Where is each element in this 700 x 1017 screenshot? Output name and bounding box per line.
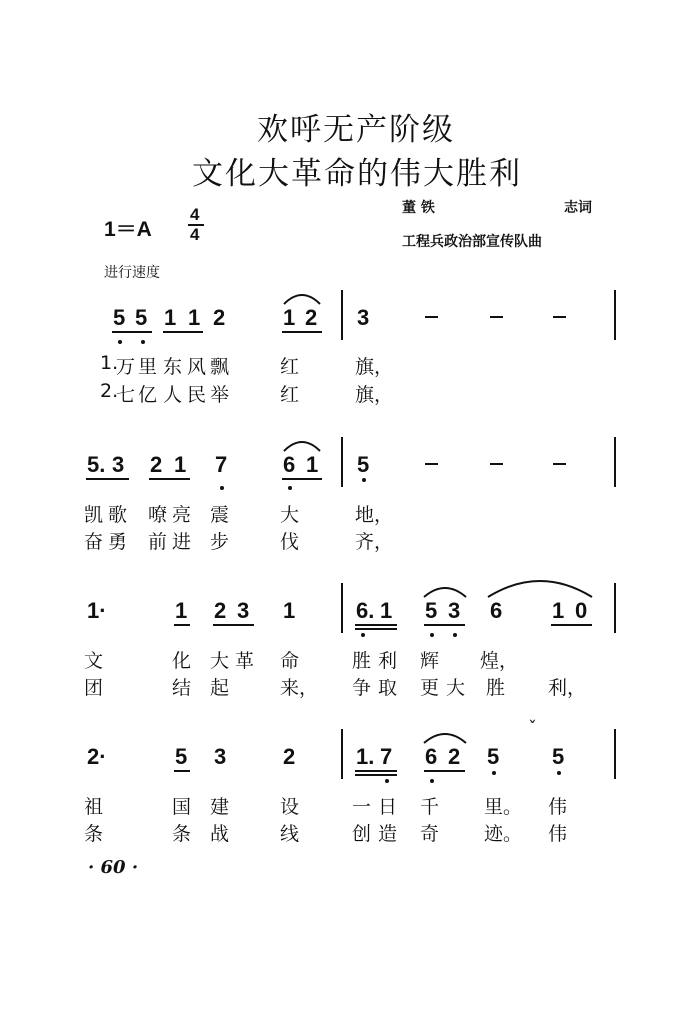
lyric: 民 (187, 384, 207, 406)
note: 5 (357, 452, 370, 477)
note: 1 (552, 598, 565, 623)
lyric: 凯 (84, 504, 104, 526)
slur-arc (424, 588, 466, 597)
note: 3 (357, 305, 370, 330)
note: 6 (425, 744, 438, 769)
note: 1· (87, 598, 107, 623)
time-signature-bottom: 4 (190, 225, 200, 244)
note: 2· (87, 744, 107, 769)
lyricist-name: 董 铁 (402, 200, 435, 216)
lyric: 飘 (210, 356, 230, 378)
lyric: 红 (280, 384, 300, 406)
lyric: 举 (210, 384, 230, 406)
note: 3 (448, 598, 461, 623)
note: 1 (188, 305, 201, 330)
lyric: 煌， (480, 650, 519, 672)
lyric: 祖 (84, 796, 104, 818)
slur-arc (424, 734, 466, 743)
lyric: 奋 (84, 531, 104, 553)
lyric: 伐 (280, 531, 300, 553)
lyric: 大 (446, 677, 466, 699)
lyric: 团 (84, 677, 104, 699)
lyric: 造 (378, 823, 398, 845)
note: 0 (575, 598, 588, 623)
note: 1 (174, 452, 187, 477)
note: 1 (283, 305, 296, 330)
title-line-2: 文化大革命的伟大胜利 (192, 156, 522, 192)
note: 1 (175, 598, 188, 623)
lyric: 万 (116, 356, 136, 378)
lyric: 七 (116, 384, 136, 406)
lyric: 旗， (355, 384, 394, 406)
lyric: 步 (210, 531, 230, 553)
lyric: 革 (235, 650, 255, 672)
note: 1 (283, 598, 296, 623)
composer-credit: 工程兵政治部宣传队曲 (402, 234, 542, 250)
note: 2 (305, 305, 318, 330)
time-signature-top: 4 (190, 205, 200, 224)
lyric: 创 (352, 823, 372, 845)
lyric: 千 (420, 796, 440, 818)
lyric: 日 (378, 796, 398, 818)
note: 1. (356, 744, 375, 769)
note: 7 (380, 744, 393, 769)
lyric: 条 (172, 823, 192, 845)
lyric: 红 (280, 356, 300, 378)
lyric: 里。 (484, 796, 523, 818)
lyric: 辉 (420, 650, 440, 672)
note: 1 (380, 598, 393, 623)
page-number: · 60 · (88, 857, 139, 878)
note: 6. (356, 598, 375, 623)
lyric: 勇 (108, 531, 128, 553)
lyricist-role: 志词 (564, 200, 592, 216)
lyric: 歌 (108, 504, 128, 526)
note: 2 (448, 744, 461, 769)
note: 5 (113, 305, 126, 330)
lyric: 更 (420, 677, 440, 699)
lyric: 迹。 (484, 823, 523, 845)
note: 5 (487, 744, 500, 769)
note: 1 (306, 452, 319, 477)
lyric: 大 (280, 504, 300, 526)
verse-number: 2. (100, 380, 119, 402)
lyric: 结 (172, 677, 192, 699)
lyric: 进 (172, 531, 192, 553)
note: 5 (135, 305, 148, 330)
note: 5 (425, 598, 438, 623)
lyric: 亿 (138, 384, 158, 406)
lyric: 亮 (172, 504, 192, 526)
lyric: 前 (148, 531, 168, 553)
lyric: 旗， (355, 356, 394, 378)
note: 3 (237, 598, 250, 623)
lyric: 伟 (548, 823, 568, 845)
note: 5 (175, 744, 188, 769)
tempo-marking: 进行速度 (104, 265, 160, 281)
breath-mark: ˇ (528, 718, 537, 739)
lyric: 取 (378, 677, 398, 699)
lyric: 设 (280, 796, 300, 818)
slur-arc (284, 295, 320, 304)
note: 5. (87, 452, 106, 477)
note: 2 (213, 305, 226, 330)
lyric: 线 (280, 823, 300, 845)
lyric: 化 (172, 650, 192, 672)
lyric: 利， (548, 677, 587, 699)
lyric: 战 (210, 823, 230, 845)
note: 3 (214, 744, 227, 769)
slur-arc (488, 581, 592, 597)
title-line-1: 欢呼无产阶级 (257, 112, 455, 148)
lyric: 奇 (420, 823, 440, 845)
lyric: 人 (163, 384, 183, 406)
lyric: 里 (138, 356, 158, 378)
lyric: 一 (352, 796, 372, 818)
verse-number: 1. (100, 352, 119, 374)
slur-arc (284, 442, 320, 451)
lyric: 伟 (548, 796, 568, 818)
lyric: 胜 (486, 677, 506, 699)
lyric: 争 (352, 677, 372, 699)
lyric: 命 (280, 650, 300, 672)
lyric: 利 (378, 650, 398, 672)
lyric: 国 (172, 796, 192, 818)
note: 6 (283, 452, 296, 477)
lyric: 起 (210, 677, 230, 699)
lyric: 来， (280, 677, 319, 699)
lyric: 建 (210, 796, 230, 818)
lyric: 大 (210, 650, 230, 672)
note: 1 (164, 305, 177, 330)
lyric: 齐， (355, 531, 394, 553)
note: 7 (215, 452, 228, 477)
key-signature: 1＝A (104, 218, 152, 241)
note: 2 (150, 452, 163, 477)
lyric: 地， (355, 504, 394, 526)
lyric: 文 (84, 650, 104, 672)
note: 6 (490, 598, 503, 623)
note: 2 (283, 744, 296, 769)
lyric: 风 (187, 356, 207, 378)
note: 2 (214, 598, 227, 623)
lyric: 震 (210, 504, 230, 526)
lyric: 嘹 (148, 504, 168, 526)
lyric: 胜 (352, 650, 372, 672)
lyric: 东 (163, 356, 183, 378)
note: 5 (552, 744, 565, 769)
lyric: 条 (84, 823, 104, 845)
note: 3 (112, 452, 125, 477)
